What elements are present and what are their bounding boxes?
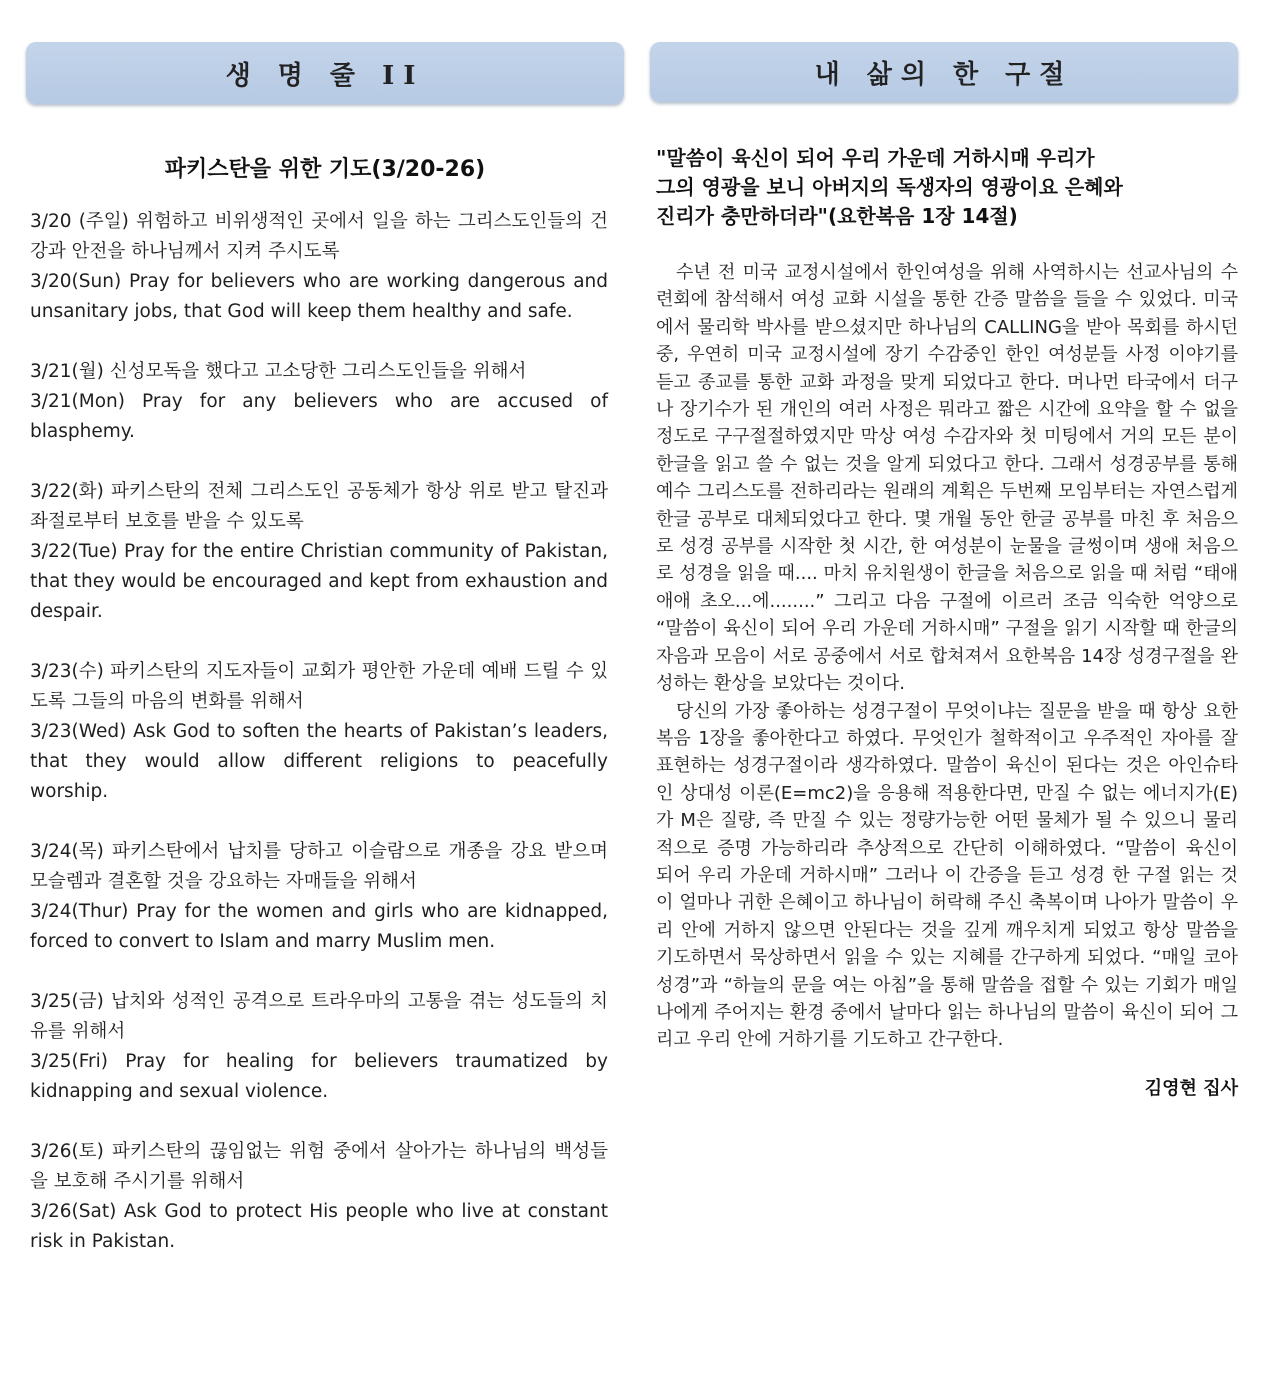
- verse-line: "말씀이 육신이 되어 우리 가운데 거하시매 우리가: [656, 146, 1095, 170]
- prayer-column: [26, 42, 624, 1287]
- prayer-entry-0323: [30, 657, 608, 807]
- featured-verse: [650, 144, 1238, 231]
- prayer-entry-0326: [30, 1137, 608, 1257]
- author-signature: 김영현 집사: [1144, 1077, 1238, 1099]
- prayer-subtitle: 파키스탄을 위한 기도(3/20-26): [164, 157, 486, 182]
- verse-banner-title: 내 삶의 한 구절: [814, 59, 1074, 90]
- prayer-english: 3/25(Fri) Pray for healing for believers traumatized by kidnapping and sexual violence.: [30, 1051, 608, 1102]
- prayer-english: 3/24(Thur) Pray for the women and girls who are kidnapped, forced to convert to Islam and marry Muslim men.: [30, 901, 608, 952]
- verse-banner: [650, 42, 1238, 102]
- testimony-paragraph: 당신의 가장 좋아하는 성경구절이 무엇이냐는 질문을 받을 때 항상 요한복음 1장을 좋아한다고 하였다. 무엇인가 철학적이고 우주적인 자아를 잘 표현하는 성경구절이라 생각하였다. 말씀이 육신이 된다는 것은 아인슈타인 상대성 이론(E=mc2)을 응용해 적용한다면, 만질 수 없는 에너지가(E)가 M은 질량, 즉 만질 수 있는 정량가능한 어떤 물체가 될 수 있으니 물리적으로 증명 가능하리라 추상적으로 간단히 이해하였다. “말씀이 육신이 되어 우리 가운데 거하시매” 그러나 이 간증을 듣고 성경 한 구절 읽는 것이 얼마나 귀한 은혜이고 하나님이 허락해 주신 축복이며 나아가 말씀이 우리 안에 거하지 않으면 안된다는 것을 깊게 깨우치게 되었고 항상 말씀을 기도하면서 묵상하면서 읽을 수 있는 지혜를 간구하게 되었다. “매일 코아성경”과 “하늘의 문을 여는 아침”을 통해 말씀을 접할 수 있는 기회가 매일 나에게 주어지는 환경 중에서 날마다 읽는 하나님의 말씀이 육신이 되어 그리고 우리 안에 거하기를 기도하고 간구한다.: [656, 700, 1238, 1051]
- prayer-korean: 3/23(수) 파키스탄의 지도자들이 교회가 평안한 가운데 예배 드릴 수 있도록 그들의 마음의 변화를 위해서: [30, 661, 608, 712]
- verse-line: 그의 영광을 보니 아버지의 독생자의 영광이요 은혜와: [656, 175, 1123, 199]
- prayer-korean: 3/26(토) 파키스탄의 끊임없는 위험 중에서 살아가는 하나님의 백성들을 보호해 주시기를 위해서: [30, 1141, 608, 1192]
- prayer-entry-0320: [30, 207, 608, 327]
- prayer-entry-0325: [30, 987, 608, 1107]
- prayer-korean: 3/25(금) 납치와 성적인 공격으로 트라우마의 고통을 겪는 성도들의 치유를 위해서: [30, 991, 608, 1042]
- prayer-english: 3/23(Wed) Ask God to soften the hearts of Pakistan’s leaders, that they would allow different religions to peacefully worship.: [30, 721, 608, 802]
- lifeline-banner: [26, 42, 624, 104]
- prayer-korean: 3/20 (주일) 위험하고 비위생적인 곳에서 일을 하는 그리스도인들의 건강과 안전을 하나님께서 지켜 주시도록: [30, 211, 608, 262]
- prayer-english: 3/26(Sat) Ask God to protect His people who live at constant risk in Pakistan.: [30, 1201, 608, 1252]
- testimony-paragraph: 수년 전 미국 교정시설에서 한인여성을 위해 사역하시는 선교사님의 수련회에 참석해서 여성 교화 시설을 통한 간증 말씀을 들을 수 있었다. 미국에서 물리학 박사를 받으셨지만 하나님의 CALLING을 받아 목회를 하시던 중, 우연히 미국 교정시설에 장기 수감중인 한인 여성분들 사정 이야기를 듣고 종교를 통한 교화 과정을 맞게 되었다고 한다. 머나먼 타국에서 더구나 장기수가 된 개인의 여러 사정은 뭐라고 짧은 시간에 요약을 할 수 없을 정도로 구구절절하였지만 막상 여성 수감자와 첫 미팅에서 거의 모든 분이 한글을 읽고 쓸 수 없는 것을 알게 되었다고 한다. 그래서 성경공부를 통해 예수 그리스도를 전하리라는 원래의 계획은 두번째 모임부터는 자연스럽게 한글 공부로 대체되었다고 한다. 몇 개월 동안 한글 공부를 마친 후 처음으로 성경 공부를 시작한 첫 시간, 한 여성분이 눈물을 글썽이며 생애 처음으로 성경을 읽을 때.... 마치 유치원생이 한글을 처음으로 읽을 때 처럼 “태애애애 초오...에........” 그리고 다음 구절에 이르러 조금 익숙한 억양으로 “말씀이 육신이 되어 우리 가운데 거하시매” 구절을 읽기 시작할 때 한글의 자음과 모음이 서로 공중에서 서로 합쳐져서 요한복음 14장 성경구절을 완성하는 환상을 보았다는 것이다.: [656, 262, 1239, 695]
- prayer-english: 3/21(Mon) Pray for any believers who are accused of blasphemy.: [30, 391, 608, 442]
- verse-column: [650, 42, 1238, 1100]
- prayer-english: 3/20(Sun) Pray for believers who are working dangerous and unsanitary jobs, that God will keep them healthy and safe.: [30, 271, 608, 322]
- prayer-korean: 3/22(화) 파키스탄의 전체 그리스도인 공동체가 항상 위로 받고 탈진과 좌절로부터 보호를 받을 수 있도록: [30, 481, 608, 532]
- prayer-entry-0322: [30, 477, 608, 627]
- prayer-entries: [26, 207, 624, 1257]
- prayer-entry-0324: [30, 837, 608, 957]
- prayer-entry-0321: [30, 357, 608, 447]
- testimony-body: [650, 259, 1238, 1054]
- prayer-korean: 3/24(목) 파키스탄에서 납치를 당하고 이슬람으로 개종을 강요 받으며 모슬렘과 결혼할 것을 강요하는 자매들을 위해서: [30, 841, 608, 892]
- verse-line: 진리가 충만하더라"(요한복음 1장 14절): [656, 204, 1018, 228]
- prayer-english: 3/22(Tue) Pray for the entire Christian community of Pakistan, that they would be encouraged and kept from exhaustion and despair.: [30, 541, 608, 622]
- prayer-korean: 3/21(월) 신성모독을 했다고 고소당한 그리스도인들을 위해서: [30, 361, 527, 382]
- lifeline-banner-title: 생 명 줄 II: [225, 60, 425, 91]
